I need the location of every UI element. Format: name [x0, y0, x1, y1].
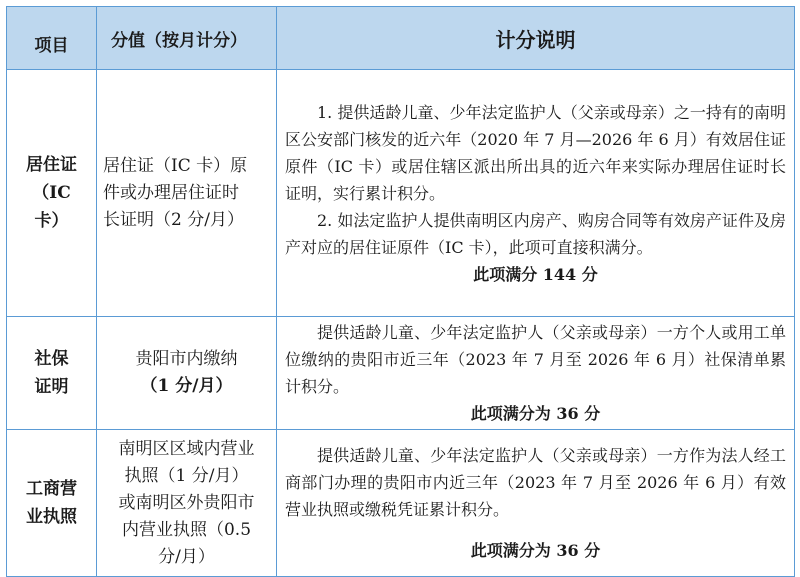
- description-cell-social-security: [277, 317, 795, 430]
- item-line: 居住证: [26, 155, 77, 175]
- score-line: 长证明（2 分/月）: [103, 209, 244, 230]
- score-line: 执照（1 分/月）: [124, 465, 249, 486]
- spacer: [285, 523, 786, 537]
- score-line: 南明区区域内营业: [118, 438, 255, 459]
- item-line: 工商营: [26, 479, 77, 499]
- item-line: 卡）: [34, 211, 69, 231]
- score-line: 贵阳市内缴纳: [135, 349, 238, 369]
- header-description: 计分说明: [277, 7, 795, 70]
- description-paragraph: 1. 提供适龄儿童、少年法定监护人（父亲或母亲）之一持有的南明区公安部门核发的近六年（2020 年 7 月—2026 年 6 月）有效居住证原件（IC 卡）或居住辖区派出所出具的近六年来实际办理居住证时长证明，实行累计积分。: [285, 102, 786, 203]
- item-cell-residence-permit: [7, 70, 97, 317]
- description-paragraph: 2. 如法定监护人提供南明区内房产、购房合同等有效房产证件及房产对应的居住证原件（IC 卡），此项可直接积满分。: [285, 210, 786, 257]
- score-table: [6, 6, 795, 577]
- item-line: （IC: [32, 183, 71, 203]
- header-score: 分值（按月计分）: [97, 7, 277, 70]
- score-table-container: [6, 6, 794, 567]
- table-row-residence-permit: [7, 70, 795, 317]
- item-line: 业执照: [26, 507, 77, 527]
- score-line: 内营业执照（0.5: [121, 519, 252, 540]
- description-paragraph: 提供适龄儿童、少年法定监护人（父亲或母亲）一方作为法人经工商部门办理的贵阳市内近三年（2023 年 7 月至 2026 年 6 月）有效营业执照或缴税凭证累计积分。: [285, 446, 786, 519]
- table-row-social-security: [7, 317, 795, 430]
- item-line: 社保: [34, 349, 69, 369]
- max-score-note: 此项满分为 36 分: [470, 404, 601, 423]
- item-line: 证明: [34, 377, 69, 397]
- score-line: 或南明区外贵阳市: [118, 492, 255, 513]
- max-score-note: 此项满分 144 分: [473, 264, 598, 284]
- table-row-business-license: [7, 430, 795, 577]
- description-cell-business-license: [277, 430, 795, 577]
- score-line: 居住证（IC 卡）原: [103, 155, 248, 176]
- max-score-note: 此项满分为 36 分: [470, 541, 601, 560]
- score-cell-business-license: [97, 430, 277, 577]
- description-paragraph: 提供适龄儿童、少年法定监护人（父亲或母亲）一方个人或用工单位缴纳的贵阳市近三年（2023 年 7 月至 2026 年 6 月）社保清单累计积分。: [285, 323, 786, 396]
- table-header-row: [7, 7, 795, 70]
- item-cell-social-security: [7, 317, 97, 430]
- score-cell-residence-permit: [97, 70, 277, 317]
- header-item: 项目: [7, 7, 97, 70]
- item-cell-business-license: [7, 430, 97, 577]
- score-line: 分/月）: [158, 546, 215, 567]
- description-cell-residence-permit: [277, 70, 795, 317]
- score-line: 件或办理居住证时: [103, 182, 239, 203]
- score-line: （1 分/月）: [140, 376, 233, 396]
- score-cell-social-security: [97, 317, 277, 430]
